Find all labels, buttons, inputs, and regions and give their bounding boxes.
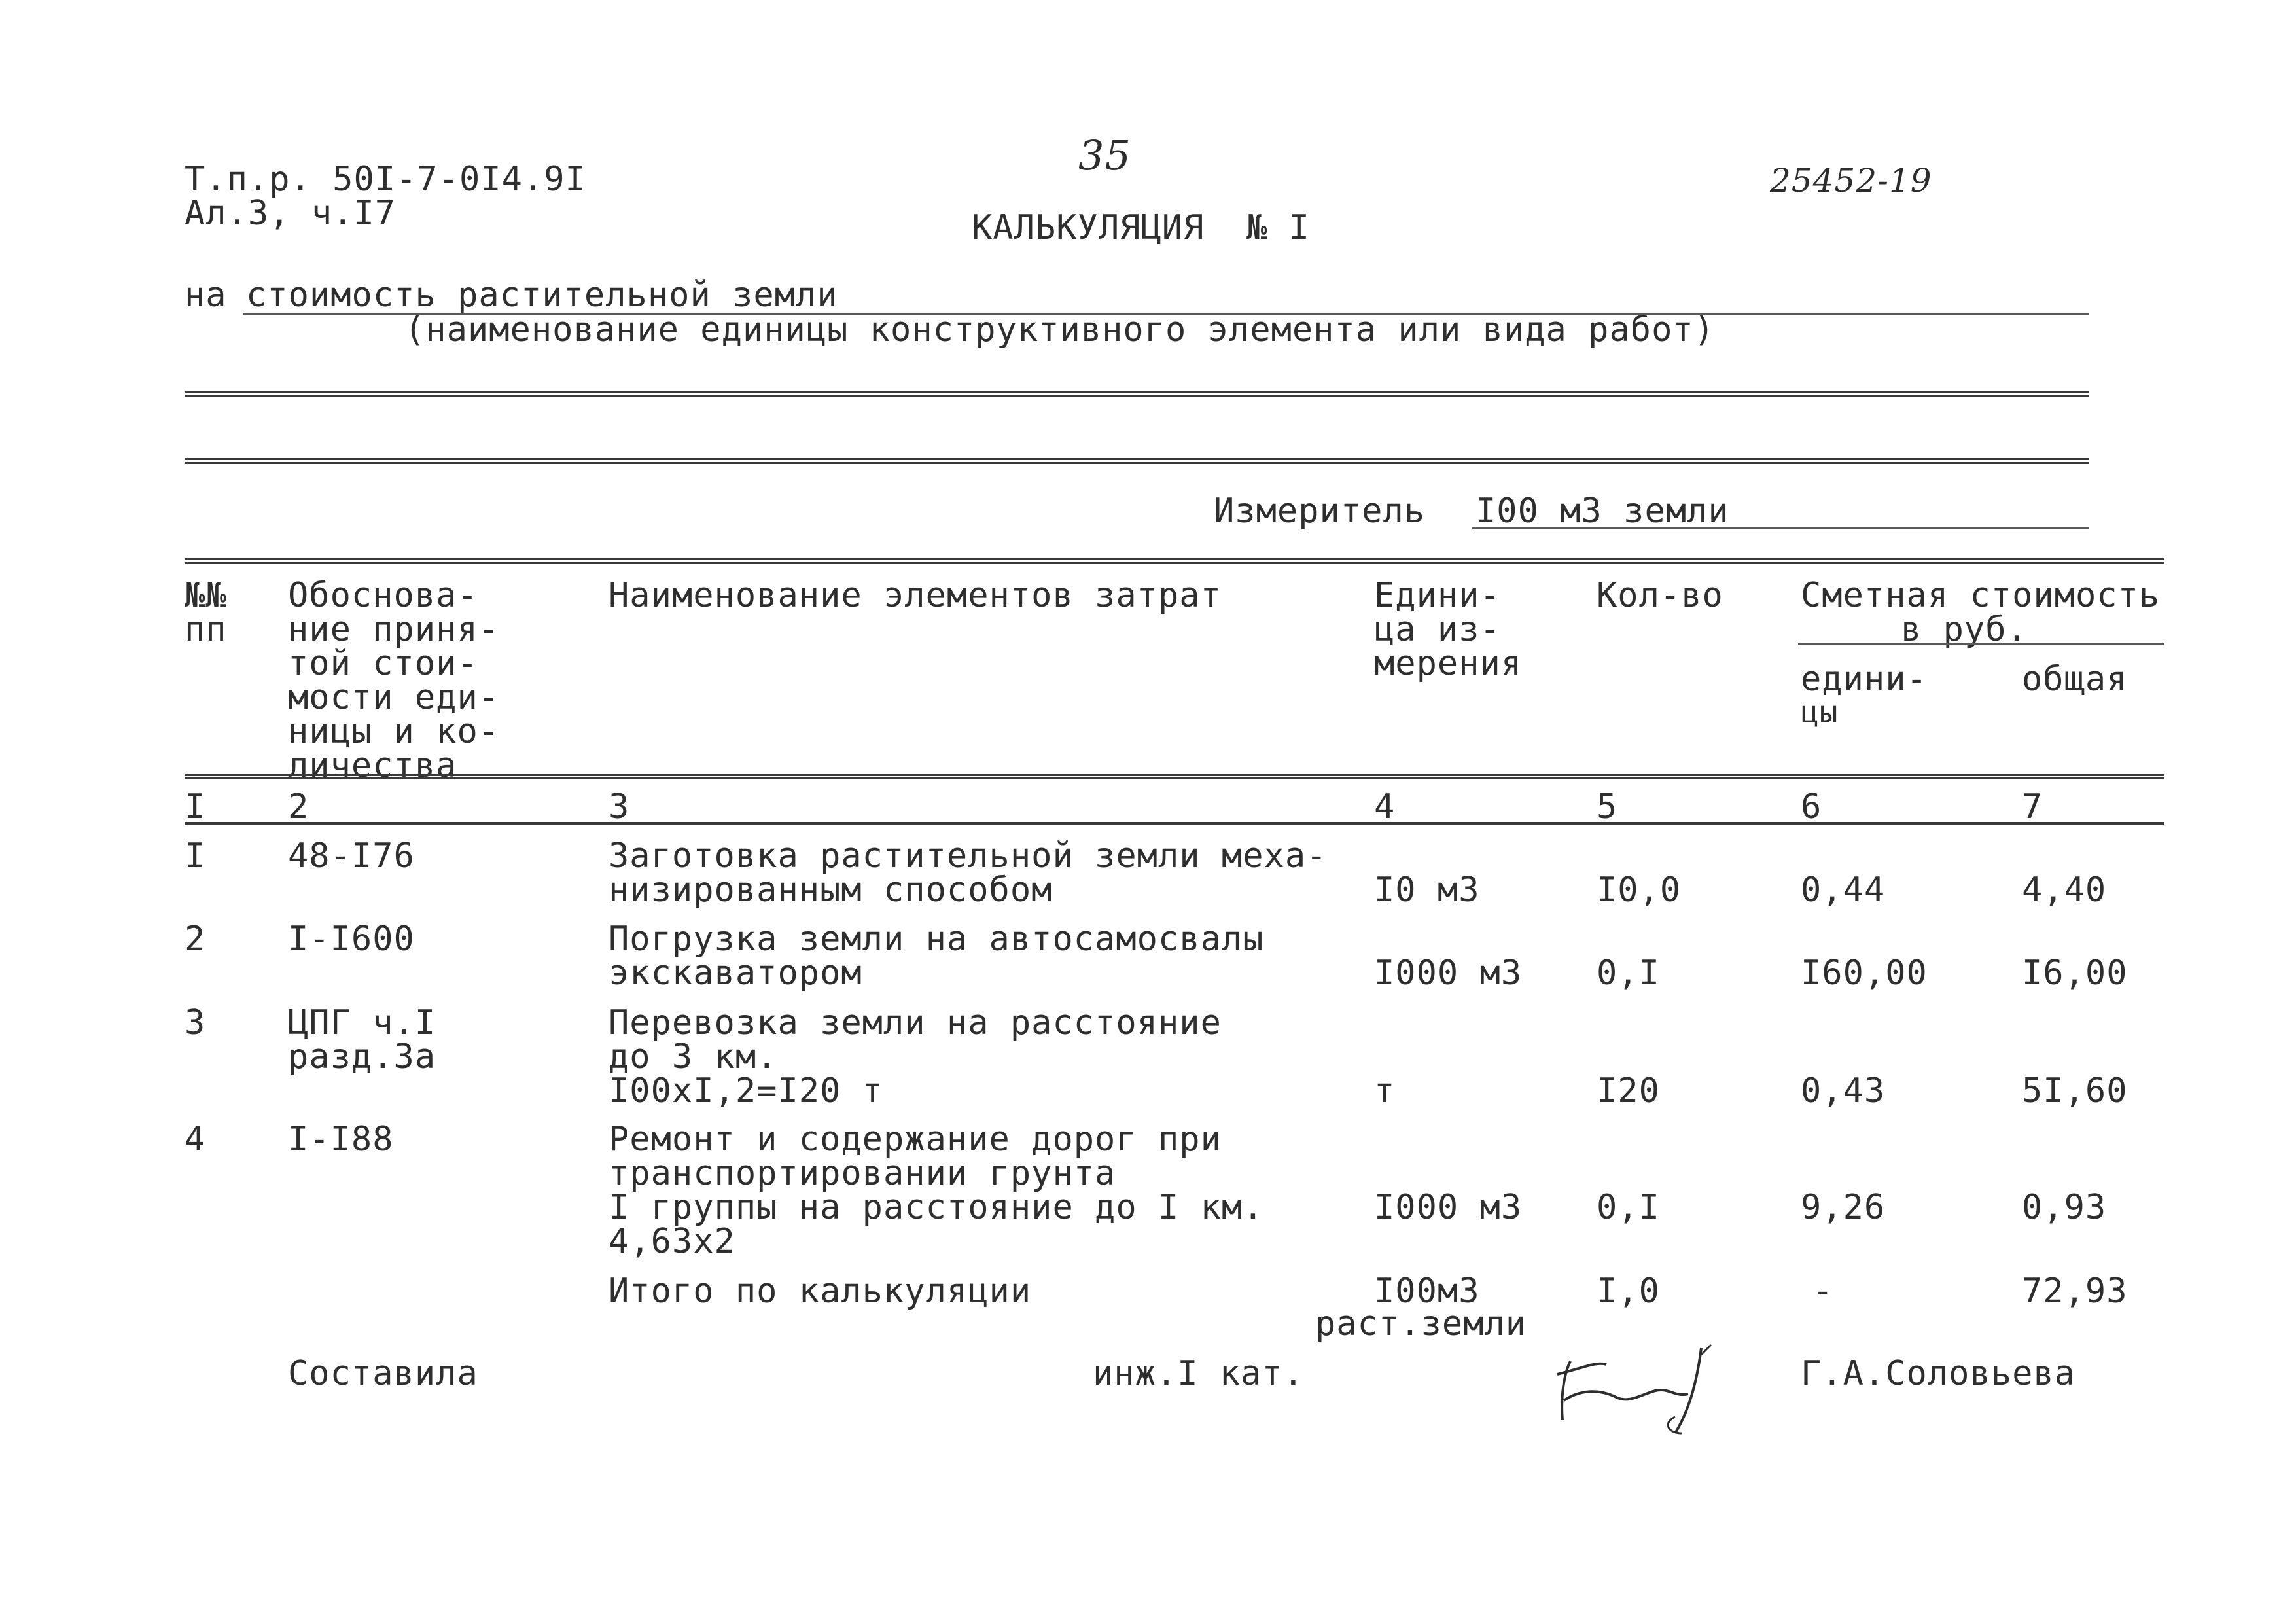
header-basis-line: той стои-: [288, 644, 478, 683]
header-unit-line: Едини-: [1374, 576, 1501, 615]
row-basis: 48-I76: [288, 836, 415, 876]
header-cost-line: в руб.: [1901, 610, 2028, 649]
header-cost-line: Сметная стоимость: [1801, 576, 2161, 615]
measure-value: I00 м3 земли: [1475, 491, 1729, 531]
row-num: 2: [185, 919, 206, 959]
row-name: I00хI,2=I20 т: [609, 1071, 883, 1111]
row-name: транспортировании грунта: [609, 1154, 1116, 1193]
row-name: экскаватором: [609, 954, 862, 993]
row-unit: I000 м3: [1374, 954, 1523, 993]
column-number: 6: [1801, 787, 1822, 827]
archive-number: 25452-19: [1770, 162, 1932, 200]
row-qty: 0,I: [1597, 954, 1660, 993]
row-total: 4,40: [2022, 870, 2107, 910]
total-unit: раст.земли: [1315, 1304, 1527, 1344]
header-basis-line: мости еди-: [288, 678, 500, 717]
header-basis-line: личества: [288, 746, 457, 785]
blank-line-1: [185, 391, 2089, 397]
header-basis-line: ницы и ко-: [288, 712, 500, 751]
column-number: 5: [1597, 787, 1618, 827]
row-price: 9,26: [1801, 1188, 1886, 1227]
header-basis-line: Обоснова-: [288, 576, 478, 615]
row-basis: I-I88: [288, 1120, 394, 1159]
row-qty: I20: [1597, 1071, 1660, 1111]
doc-ref-line2: Ал.3, ч.I7: [185, 194, 397, 233]
doc-ref-line1: Т.п.р. 50I-7-0I4.9I: [185, 160, 586, 199]
row-num: 3: [185, 1003, 206, 1043]
column-number: 3: [609, 787, 630, 827]
row-name: 4,63х2: [609, 1222, 735, 1261]
total-unit: I00м3: [1374, 1272, 1480, 1311]
table-top-rule: [185, 558, 2164, 564]
header-num-line: №№: [185, 576, 227, 615]
row-total: I6,00: [2022, 954, 2128, 993]
column-numbers-rule: [185, 822, 2164, 825]
column-number: 2: [288, 787, 309, 827]
measure-underline: [1472, 527, 2089, 529]
header-cost-unit-line: едини-: [1801, 660, 1928, 699]
column-number: 4: [1374, 787, 1396, 827]
row-name: Погрузка земли на автосамосвалы: [609, 919, 1264, 959]
row-name: до 3 км.: [609, 1037, 778, 1077]
row-price: I60,00: [1801, 954, 1928, 993]
row-unit: I000 м3: [1374, 1188, 1523, 1227]
row-name: Ремонт и содержание дорог при: [609, 1120, 1222, 1159]
row-name: I группы на расстояние до I км.: [609, 1188, 1264, 1227]
header-qty: Кол-во: [1597, 576, 1723, 615]
header-num-line: пп: [185, 610, 227, 649]
header-unit-line: ца из-: [1374, 610, 1501, 649]
page-title: КАЛЬКУЛЯЦИЯ № I: [972, 208, 1310, 247]
row-basis: I-I600: [288, 919, 415, 959]
column-number: I: [185, 787, 206, 827]
position: инж.I кат.: [1093, 1354, 1305, 1393]
row-qty: I0,0: [1597, 870, 1682, 910]
page-number: 35: [1078, 132, 1131, 179]
row-num: 4: [185, 1120, 206, 1159]
row-basis: разд.3а: [288, 1037, 436, 1077]
signer-name: Г.А.Соловьева: [1801, 1354, 2075, 1393]
row-total: 0,93: [2022, 1188, 2107, 1227]
row-price: 0,43: [1801, 1071, 1886, 1111]
row-qty: 0,I: [1597, 1188, 1660, 1227]
row-name: Перевозка земли на расстояние: [609, 1003, 1222, 1043]
column-number: 7: [2022, 787, 2043, 827]
row-num: I: [185, 836, 206, 876]
subject-value: стоимость растительной земли: [246, 276, 838, 315]
handwritten-signature: [1544, 1335, 1740, 1440]
header-bottom-rule: [185, 774, 2164, 779]
subject-caption: (наименование единицы конструктивного элемента или вида работ): [404, 310, 1716, 349]
signature-stroke: [1544, 1335, 1740, 1440]
row-name: низированным способом: [609, 870, 1053, 910]
total-price: -: [1812, 1272, 1834, 1311]
row-total: 5I,60: [2022, 1071, 2128, 1111]
compiled-label: Составила: [288, 1354, 478, 1393]
row-unit: т: [1374, 1071, 1396, 1111]
header-cost-unit-line: цы: [1801, 694, 1839, 730]
blank-line-2: [185, 458, 2089, 464]
header-unit-line: мерения: [1374, 644, 1523, 683]
measure-label: Измеритель: [1214, 491, 1426, 531]
subject-prefix: на: [185, 276, 227, 315]
row-name: Заготовка растительной земли меха-: [609, 836, 1328, 876]
row-price: 0,44: [1801, 870, 1886, 910]
total-sum: 72,93: [2022, 1272, 2128, 1311]
header-cost-total: общая: [2022, 660, 2128, 699]
header-name: Наименование элементов затрат: [609, 576, 1222, 615]
total-qty: I,0: [1597, 1272, 1660, 1311]
total-label: Итого по калькуляции: [609, 1272, 1032, 1311]
cost-group-rule: [1798, 643, 2164, 645]
row-basis: ЦПГ ч.I: [288, 1003, 436, 1043]
header-basis-line: ние приня-: [288, 610, 500, 649]
row-unit: I0 м3: [1374, 870, 1480, 910]
